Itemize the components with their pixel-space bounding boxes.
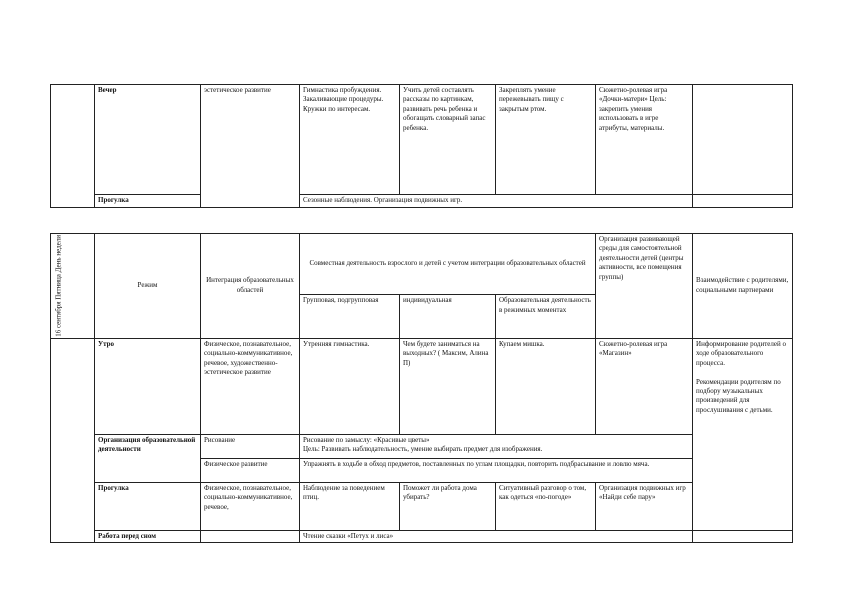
header-regime-moments: Образовательная деятельность в режимных моментах (496, 295, 596, 339)
header-integration: Интеграция образовательных областей (201, 234, 300, 339)
evening-parents (693, 85, 793, 195)
morning-label: Утро (95, 338, 201, 434)
morning-integration: Физическое, познавательное, социально-коммуникативное, речевое, художественно-эстетическое развитие (201, 338, 300, 434)
date-cell (51, 85, 95, 208)
walk-regime: Ситуативный разговор о том, как одеться «по-погоде» (496, 482, 596, 530)
header-parents: Взаимодействие с родителями, социальными партнерами (693, 234, 793, 339)
morning-group: Утренняя гимнастика. (300, 338, 400, 434)
drawing-topic: Рисование по замыслу: «Красивые цветы» (303, 435, 430, 444)
evening-regime: Закреплять умение пережевывать пищу с закрытым ртом. (496, 85, 596, 195)
evening-walk-parents (693, 195, 793, 208)
walk-individual: Поможет ли работа дома убирать? (400, 482, 496, 530)
weekday-label: День недели (54, 235, 62, 273)
morning-individual: Чем будете заниматься на выходных? ( Максим, Алина П) (400, 338, 496, 434)
header-joint: Совместная деятельность взрослого и детей с учетом интеграции образовательных областей (300, 234, 596, 295)
parents-cell: Информирование родителей о ходе образовательного процесса. Рекомендации родителям по подбору музыкальных произведений для прослушивания с детьми. (693, 338, 793, 530)
before-sleep-parents (693, 530, 793, 542)
walk-environment: Организация подвижных игр «Найди себе пару» (596, 482, 693, 530)
morning-regime: Купаем мишка. (496, 338, 596, 434)
evening-walk-text: Сезонные наблюдения. Организация подвижных игр. (300, 195, 693, 208)
evening-row (51, 85, 793, 195)
organized-area-2: Физическое развитие (201, 458, 300, 482)
walk-label: Прогулка (95, 482, 201, 530)
organized-area-1: Рисование (201, 434, 300, 458)
date-weekday-cell (51, 234, 95, 339)
morning-environment: Сюжетно-ролевая игра «Магазин» (596, 338, 693, 434)
organized-row-1 (51, 434, 793, 458)
organized-text-1 (300, 434, 693, 458)
walk-integration: Физическое, познавательное, социально-коммуникативное, речевое, (201, 482, 300, 530)
before-sleep-text: Чтение сказки «Петух и лиса» (300, 530, 693, 542)
header-group: Групповая, подгрупповая (300, 295, 400, 339)
before-sleep-integration (201, 530, 300, 542)
organized-label: Организация образовательной деятельности (95, 434, 201, 482)
evening-table (50, 84, 793, 208)
walk-group: Наблюдение за поведением птиц. (300, 482, 400, 530)
date-label: 16 сентября Пятница (54, 274, 62, 337)
drawing-goal: Цель: Развивать наблюдательность, умение выбирать предмет для изображения. (303, 445, 543, 454)
evening-walk-row (51, 195, 793, 208)
evening-individual: Учить детей составлять рассказы по картинкам, развивать речь ребенка и обогащать словарный запас ребенка. (400, 85, 496, 195)
before-sleep-label: Работа перед сном (95, 530, 201, 542)
header-individual: индивидуальная (400, 295, 496, 339)
morning-row (51, 338, 793, 434)
friday-plan-table (50, 233, 793, 543)
evening-environment: Сюжетно-ролевая игра «Дочки-матери» Цель: закрепить умения использовать в игре атрибуты, материалы. (596, 85, 693, 195)
evening-group: Гимнастика пробуждения. Закаливающие процедуры. Кружки по интересам. (300, 85, 400, 195)
evening-walk-label: Прогулка (95, 195, 201, 208)
walk-row (51, 482, 793, 530)
evening-label: Вечер (95, 85, 201, 195)
header-row (51, 234, 793, 295)
date-column-empty (51, 338, 95, 542)
evening-integration: эстетическое развитие (201, 85, 300, 208)
header-environment: Организация развивающей среды для самостоятельной деятельности детей (центры активности, все помещения группы) (596, 234, 693, 339)
before-sleep-row (51, 530, 793, 542)
header-regime: Режим (95, 234, 201, 339)
organized-text-2: Упражнять в ходьбе в обход предметов, поставленных по углам площадки, повторить подбрасывание и ловлю мяча. (300, 458, 693, 482)
